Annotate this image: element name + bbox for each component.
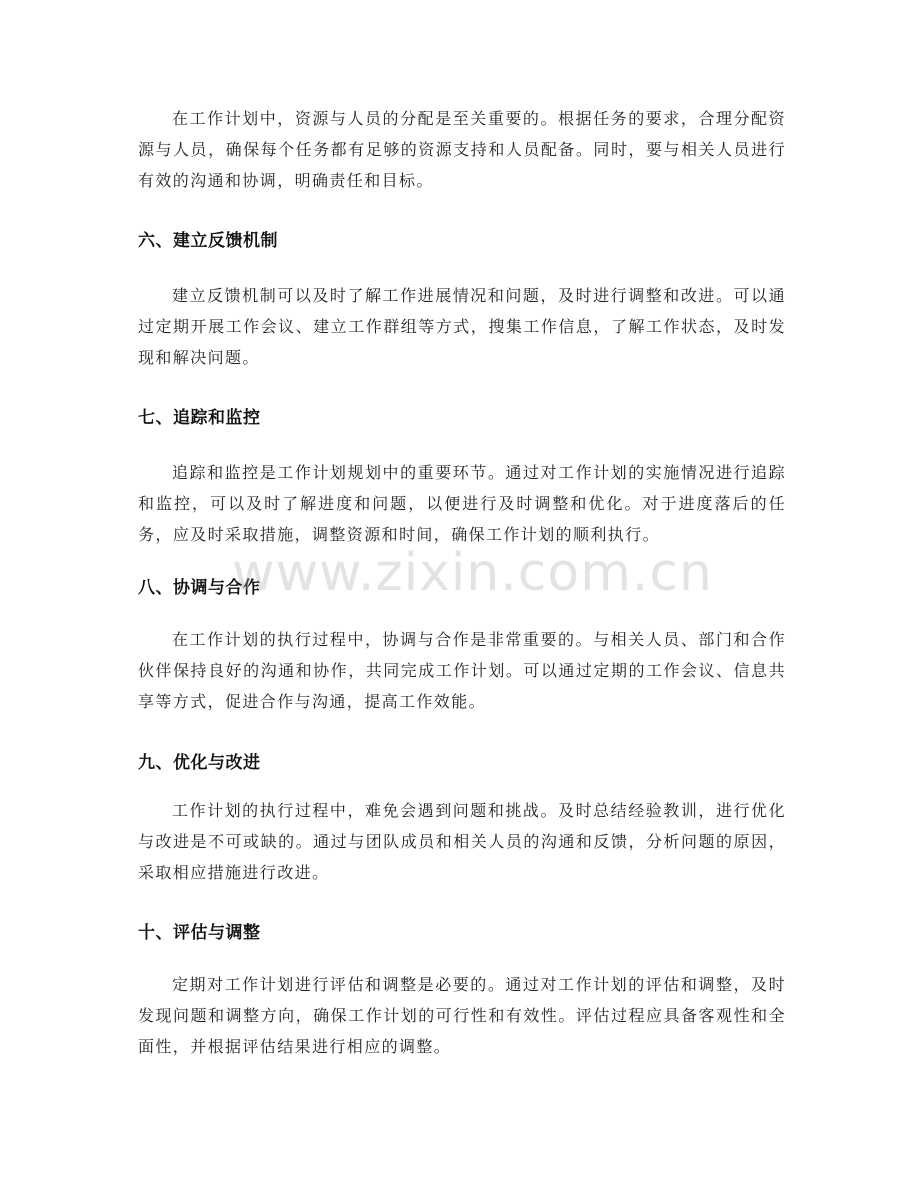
watermark: www.zixin.com.cn [232, 543, 713, 603]
section-heading-8: 八、协调与合作 [138, 578, 261, 598]
section-heading-7: 七、追踪和监控 [138, 408, 261, 428]
section-paragraph-7: 追踪和监控是工作计划规划中的重要环节。通过对工作计划的实施情况进行追踪和监控，可以及时了解进度和问题，以便进行及时调整和优化。对于进度落后的任务，应及时采取措施，调整资源和时间，确保工作计划的顺利执行。 [138, 463, 786, 544]
section-heading-9: 九、优化与改进 [138, 753, 261, 773]
section-heading-10: 十、评估与调整 [138, 923, 261, 943]
section-paragraph-8: 在工作计划的执行过程中，协调与合作是非常重要的。与相关人员、部门和合作伙伴保持良好的沟通和协作，共同完成工作计划。可以通过定期的工作会议、信息共享等方式，促进合作与沟通，提高工作效能。 [138, 630, 786, 711]
section-paragraph-9: 工作计划的执行过程中，难免会遇到问题和挑战。及时总结经验教训，进行优化与改进是不可或缺的。通过与团队成员和相关人员的沟通和反馈，分析问题的原因，采取相应措施进行改进。 [138, 801, 786, 882]
section-paragraph-6: 建立反馈机制可以及时了解工作进展情况和问题，及时进行调整和改进。可以通过定期开展工作会议、建立工作群组等方式，搜集工作信息，了解工作状态，及时发现和解决问题。 [138, 286, 786, 367]
section-heading-6: 六、建立反馈机制 [138, 231, 278, 251]
intro-paragraph: 在工作计划中，资源与人员的分配是至关重要的。根据任务的要求，合理分配资源与人员，确保每个任务都有足够的资源支持和人员配备。同时，要与相关人员进行有效的沟通和协调，明确责任和目标。 [138, 109, 786, 190]
section-paragraph-10: 定期对工作计划进行评估和调整是必要的。通过对工作计划的评估和调整，及时发现问题和调整方向，确保工作计划的可行性和有效性。评估过程应具备客观性和全面性，并根据评估结果进行相应的调整。 [138, 975, 786, 1056]
